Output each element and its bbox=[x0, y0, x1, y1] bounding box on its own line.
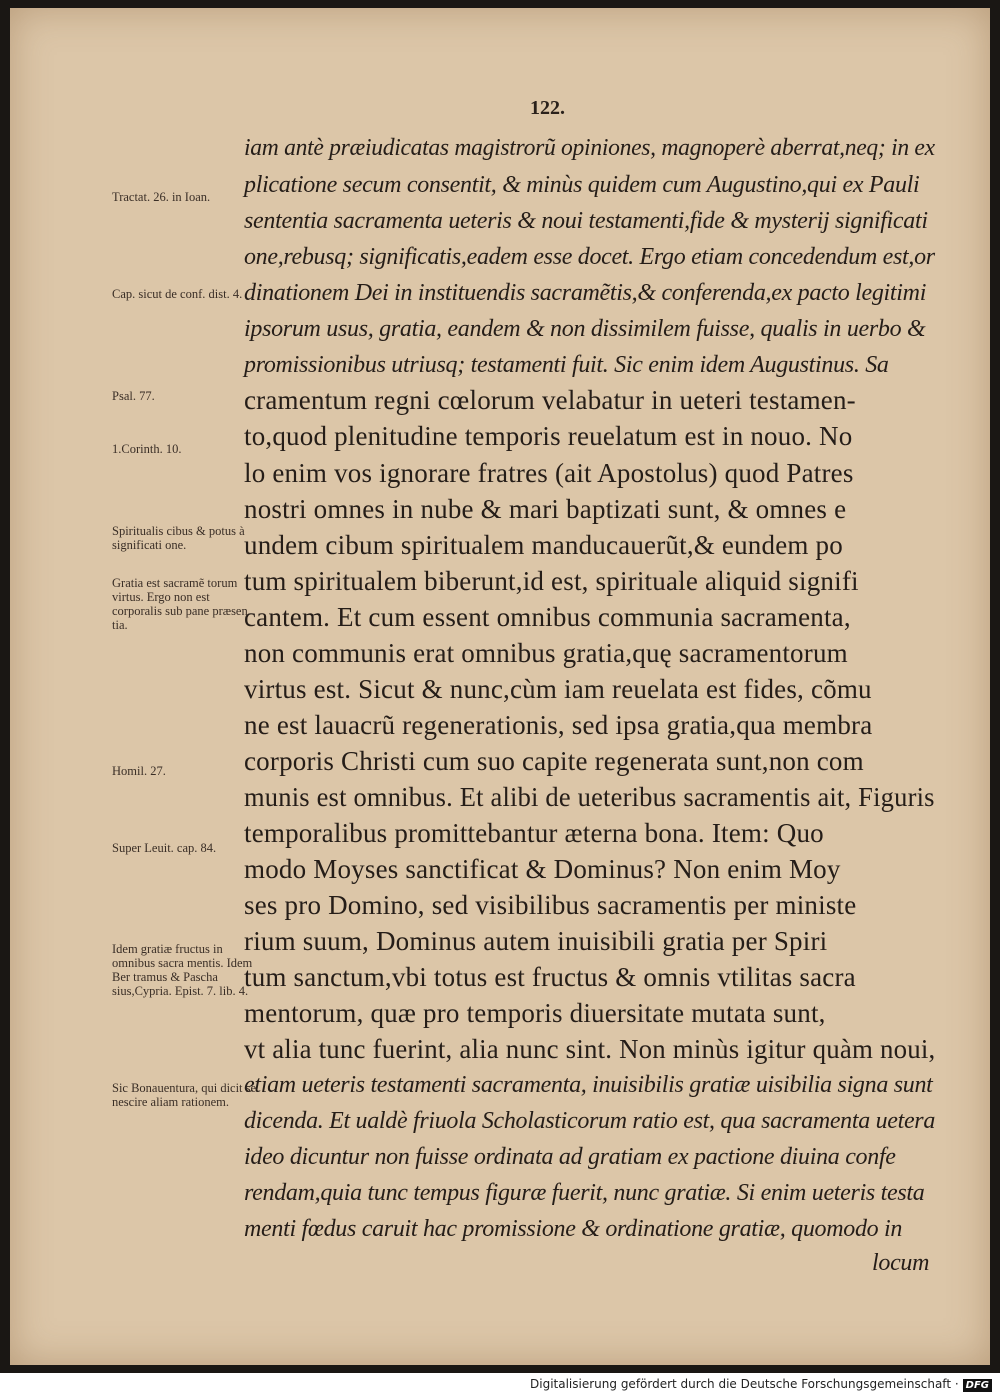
text-line: sententia sacramenta ueteris & noui testamenti,fide & mysterij significati bbox=[244, 208, 928, 234]
margin-note: Spiritualis cibus & potus à significati one. bbox=[112, 524, 245, 552]
text-line: to,quod plenitudine temporis reuelatum est in nouo. No bbox=[244, 421, 853, 451]
text-line: non communis erat omnibus gratia,quę sacramentorum bbox=[244, 638, 848, 668]
text-line: nostri omnes in nube & mari baptizati sunt, & omnes e bbox=[244, 494, 847, 524]
text-line: cantem. Et cum essent omnibus communia sacramenta, bbox=[244, 602, 851, 632]
text-line: lo enim vos ignorare fratres (ait Apostolus) quod Patres bbox=[244, 458, 854, 488]
margin-note: Gratia est sacramẽ torum virtus. Ergo non est corporalis sub pane præsen tia. bbox=[112, 576, 248, 632]
text-line: menti fœdus caruit hac promissione & ordinatione gratiæ, quomodo in bbox=[244, 1216, 903, 1242]
text-line: virtus est. Sicut & nunc,cùm iam reuelata est fides, cõmu bbox=[244, 674, 872, 704]
text-line: promissionibus utriusq; testamenti fuit. Sic enim idem Augustinus. Sa bbox=[244, 352, 889, 378]
text-line: undem cibum spiritualem manducauerũt,& eundem po bbox=[244, 530, 843, 560]
margin-note: Cap. sicut de conf. dist. 4. bbox=[112, 287, 243, 301]
text-line: modo Moyses sanctificat & Dominus? Non enim Moy bbox=[244, 854, 841, 884]
text-line: ses pro Domino, sed visibilibus sacramentis per ministe bbox=[244, 890, 857, 920]
margin-note: Sic Bonauentura, qui dicit se nescire aliam rationem. bbox=[112, 1081, 257, 1109]
margin-note: 1.Corinth. 10. bbox=[112, 442, 182, 456]
text-line: ideo dicuntur non fuisse ordinata ad gratiam ex pactione diuina confe bbox=[244, 1144, 896, 1170]
text-line: ipsorum usus, gratia, eandem & non dissimilem fuisse, qualis in uerbo & bbox=[244, 316, 926, 342]
text-line: etiam ueteris testamenti sacramenta, inuisibilis gratiæ uisibilia signa sunt bbox=[244, 1072, 933, 1098]
margin-note: Super Leuit. cap. 84. bbox=[112, 841, 217, 855]
text-line: plicatione secum consentit, & minùs quidem cum Augustino,qui ex Pauli bbox=[244, 172, 920, 198]
page-number: 122. bbox=[530, 97, 565, 119]
text-line: iam antè præiudicatas magistrorũ opiniones, magnoperè aberrat,neq; in ex bbox=[244, 135, 935, 161]
text-line: tum spiritualem biberunt,id est, spirituale aliquid signifi bbox=[244, 566, 859, 596]
text-line: munis est omnibus. Et alibi de ueteribus sacramentis ait, Figuris bbox=[244, 782, 935, 812]
margin-note: Psal. 77. bbox=[112, 389, 155, 403]
text-line: corporis Christi cum suo capite regenerata sunt,non com bbox=[244, 746, 864, 776]
text-line: cramentum regni cœlorum velabatur in ueteri testamen- bbox=[244, 385, 856, 415]
catchword: locum bbox=[872, 1250, 930, 1276]
footer-text: Digitalisierung gefördert durch die Deutsche Forschungsgemeinschaft · bbox=[530, 1377, 959, 1391]
text-line: mentorum, quæ pro temporis diuersitate mutata sunt, bbox=[244, 998, 826, 1028]
text-line: temporalibus promittebantur æterna bona. Item: Quo bbox=[244, 818, 824, 848]
text-line: rium suum, Dominus autem inuisibili gratia per Spiri bbox=[244, 926, 828, 956]
text-line: dinationem Dei in instituendis sacramẽtis,& conferenda,ex pacto legitimi bbox=[244, 280, 927, 306]
text-line: one,rebusq; significatis,eadem esse docet. Ergo etiam concedendum est,or bbox=[244, 244, 935, 270]
margin-note: Tractat. 26. in Ioan. bbox=[112, 190, 211, 204]
text-line: rendam,quia tunc tempus figuræ fuerit, nunc gratiæ. Si enim ueteris testa bbox=[244, 1180, 925, 1206]
text-line: tum sanctum,vbi totus est fructus & omnis vtilitas sacra bbox=[244, 962, 856, 992]
margin-note: Homil. 27. bbox=[112, 764, 166, 778]
dfg-logo: DFG bbox=[963, 1379, 992, 1392]
text-line: dicenda. Et ualdè friuola Scholasticorum ratio est, qua sacramenta uetera bbox=[244, 1108, 936, 1134]
text-line: ne est lauacrũ regenerationis, sed ipsa gratia,qua membra bbox=[244, 710, 873, 740]
margin-note: Idem gratiæ fructus in omnibus sacra mentis. Idem Ber tramus & Pascha sius,Cypria. Epist. 7. lib. 4. bbox=[112, 942, 253, 998]
footer-credit bbox=[530, 1377, 992, 1392]
text-line: vt alia tunc fuerint, alia nunc sint. Non minùs igitur quàm noui, bbox=[244, 1034, 936, 1064]
